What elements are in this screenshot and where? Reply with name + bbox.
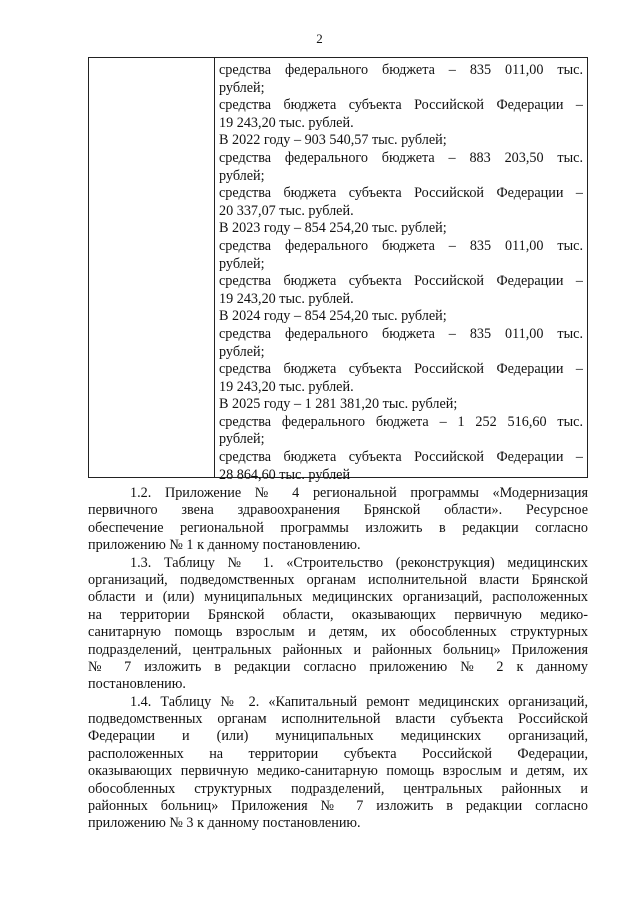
table-cell-line: рублей; <box>219 343 265 360</box>
table-cell-line: рублей; <box>219 79 265 96</box>
table-cell-line: рублей; <box>219 255 265 272</box>
paragraph-line: на территории Брянской области, оказывающих первичную медико- <box>88 606 588 623</box>
table-left-cell <box>89 58 215 477</box>
table-cell-line: средства федерального бюджета – 835 011,00 тыс. <box>219 325 583 342</box>
paragraph-line: обеспечение региональной программы изложить в редакции согласно <box>88 519 588 536</box>
table-cell-line: средства федерального бюджета – 835 011,00 тыс. <box>219 62 583 78</box>
table-cell-line: рублей; <box>219 167 265 184</box>
paragraph-line: расположенных на территории субъекта Российской Федерации, <box>88 745 588 762</box>
table-cell-line: средства федерального бюджета – 883 203,50 тыс. <box>219 149 583 166</box>
paragraph-line: постановлению. <box>88 676 186 693</box>
table-cell-line: средства бюджета субъекта Российской Федерации – <box>219 97 583 114</box>
paragraph-line: области и (или) муниципальных медицинских организаций, расположенных <box>88 589 588 606</box>
paragraph-line: санитарную помощь взрослым и детям, их обособленных структурных <box>88 624 588 641</box>
paragraph-line: оказывающих первичную медико-санитарную помощь взрослым и детям, их <box>88 763 588 780</box>
table-cell-line: 19 243,20 тыс. рублей. <box>219 114 354 131</box>
paragraph-line: первичного звена здравоохранения Брянской области». Ресурсное <box>88 502 588 519</box>
table-cell-line: 19 243,20 тыс. рублей. <box>219 290 354 307</box>
paragraph-line: обособленных структурных подразделений, центральных районных и <box>88 780 588 797</box>
paragraph-line: Федерации и (или) муниципальных медицинских организаций, <box>88 728 588 745</box>
paragraph-line: подразделений, центральных районных и районных больниц» Приложения <box>88 641 588 658</box>
table-cell-line: средства бюджета субъекта Российской Федерации – <box>219 361 583 378</box>
table-cell-line: В 2022 году – 903 540,57 тыс. рублей; <box>219 132 447 149</box>
table-cell-line: В 2024 году – 854 254,20 тыс. рублей; <box>219 308 447 325</box>
paragraph-line: подведомственных органам исполнительной власти субъекта Российской <box>88 711 588 728</box>
table-right-cell <box>215 58 587 483</box>
table-cell-line: 28 864,60 тыс. рублей <box>219 466 351 483</box>
paragraph-line: приложению № 1 к данному постановлению. <box>88 537 361 554</box>
table-cell-line: В 2023 году – 854 254,20 тыс. рублей; <box>219 220 447 237</box>
paragraph-line: районных больниц» Приложения № 7 изложить в редакции согласно <box>88 798 588 815</box>
paragraph-1-4 <box>88 694 588 833</box>
paragraph-line: приложению № 3 к данному постановлению. <box>88 815 361 832</box>
budget-table <box>88 57 588 483</box>
paragraph-line: 1.4. Таблицу № 2. «Капитальный ремонт медицинских организаций, <box>130 693 588 710</box>
table-cell-line: средства федерального бюджета – 835 011,00 тыс. <box>219 237 583 254</box>
table-cell-line: средства бюджета субъекта Российской Федерации – <box>219 449 583 466</box>
table-cell-line: средства федерального бюджета – 1 252 516,60 тыс. <box>219 413 583 430</box>
paragraph-1-3 <box>88 555 588 694</box>
table-cell-line: 20 337,07 тыс. рублей. <box>219 202 354 219</box>
page-number: 2 <box>316 31 323 46</box>
paragraph-line: организаций, подведомственных органам исполнительной власти Брянской <box>88 571 588 588</box>
table-cell-line: 19 243,20 тыс. рублей. <box>219 378 354 395</box>
paragraph-1-2 <box>88 485 588 555</box>
table-cell-line: средства бюджета субъекта Российской Федерации – <box>219 273 583 290</box>
table-cell-line: В 2025 году – 1 281 381,20 тыс. рублей; <box>219 396 458 413</box>
table-cell-line: рублей; <box>219 431 265 448</box>
table-cell-line: средства бюджета субъекта Российской Федерации – <box>219 185 583 202</box>
document-body <box>88 485 588 833</box>
paragraph-line: 1.3. Таблицу № 1. «Строительство (реконструкция) медицинских <box>130 554 588 571</box>
paragraph-line: № 7 изложить в редакции согласно приложению № 2 к данному <box>88 658 588 675</box>
paragraph-line: 1.2. Приложение № 4 региональной программы «Модернизация <box>130 485 588 501</box>
